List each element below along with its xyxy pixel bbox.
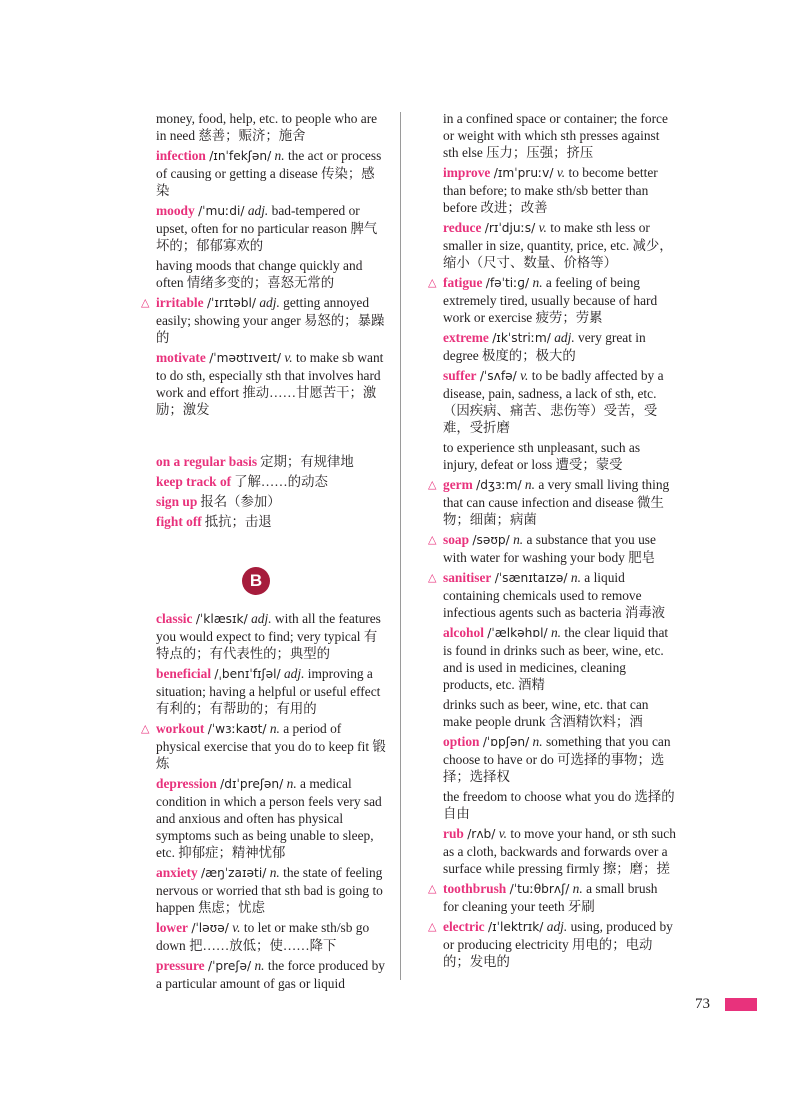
entry-headword: anxiety (156, 865, 198, 880)
entry-sense (443, 531, 676, 566)
entry-definition: a feeling of being extremely tired, usually because of hard work or exercise 疲劳；劳累 (443, 275, 658, 325)
dictionary-entry (156, 919, 388, 954)
entry-sense (156, 294, 388, 346)
dictionary-entry (428, 274, 676, 326)
dictionary-entry (443, 164, 676, 216)
dictionary-entry (156, 665, 388, 717)
phrase-item (156, 513, 388, 530)
dictionary-entry (443, 219, 676, 271)
triangle-marker-icon: △ (428, 571, 437, 584)
entry-phonetic: /ˈklæsɪk/ (195, 612, 248, 626)
entry-part-of-speech: v. (284, 350, 293, 365)
entry-phonetic: /ˈɪrɪtəbl/ (206, 296, 256, 310)
entry-headword: soap (443, 532, 470, 547)
entry-sense (443, 788, 676, 822)
entry-part-of-speech: adj. (546, 919, 568, 934)
right-entries (428, 110, 676, 970)
entry-part-of-speech: n. (286, 776, 297, 791)
entry-part-of-speech: n. (274, 148, 285, 163)
entry-phonetic: /ˈsænɪtaɪzə/ (494, 571, 568, 585)
column-divider (400, 112, 401, 980)
entry-definition: a medical condition in which a person feels very sad and anxious and often has physical symptoms such as being unable to sleep, etc. 抑郁症；精神忧郁 (156, 776, 382, 860)
entry-part-of-speech: v. (232, 920, 241, 935)
entry-part-of-speech: v. (556, 165, 566, 180)
entry-phonetic: /ˈælkəhɒl/ (487, 626, 548, 640)
entry-headword: alcohol (443, 625, 484, 640)
entry-phonetic: /ˈləʊə/ (191, 921, 229, 935)
entry-definition: very great in degree 极度的；极大的 (443, 330, 646, 363)
entry-definition: something that you can choose to have or do 可选择的事物；选择；选择权 (443, 734, 671, 784)
entry-part-of-speech: n. (572, 881, 583, 896)
entry-part-of-speech: v. (498, 826, 508, 841)
entry-phonetic: /rʌb/ (467, 827, 496, 841)
entry-phonetic: /ˈsʌfə/ (479, 369, 517, 383)
entry-headword: option (443, 734, 480, 749)
entry-definition: the act or process of causing or getting a disease 传染；感染 (156, 148, 382, 198)
entry-headword: extreme (443, 330, 489, 345)
entry-sense (443, 367, 676, 436)
page-number-bar (725, 998, 757, 1011)
entry-sense (156, 147, 388, 199)
entry-definition: the freedom to choose what you do 选择的自由 (443, 789, 675, 821)
entry-phonetic: /ɪkˈstriːm/ (492, 331, 551, 345)
entry-headword: germ (443, 477, 473, 492)
entry-phonetic: /ɪmˈpruːv/ (493, 166, 554, 180)
entry-phonetic: /ɪˈlektrɪk/ (487, 920, 544, 934)
entry-headword: workout (156, 721, 205, 736)
phrase-item (156, 493, 388, 510)
entry-definition: using, produced by or producing electricity 用电的；电动的；发电的 (443, 919, 673, 969)
triangle-marker-icon: △ (141, 722, 150, 735)
entry-definition: a period of physical exercise that you do to keep fit 锻炼 (156, 721, 386, 771)
dictionary-entry (156, 610, 388, 662)
entry-definition: to be badly affected by a disease, pain, sadness, a lack of sth, etc.（因疾病、痛苦、悲伤等）受苦，受难，受折磨 (443, 368, 664, 435)
entry-headword: infection (156, 148, 206, 163)
entry-headword: sanitiser (443, 570, 492, 585)
entry-sense (443, 624, 676, 693)
entry-definition: to move your hand, or sth such as a cloth, backwards and forwards over a surface while pressing firmly 擦；磨；搓 (443, 826, 676, 876)
entry-headword: pressure (156, 958, 205, 973)
phrase-headword: fight off (156, 514, 202, 529)
entry-part-of-speech: adj. (251, 611, 272, 626)
triangle-marker-icon: △ (428, 882, 437, 895)
left-column (141, 110, 388, 995)
dictionary-entry (156, 202, 388, 291)
entry-part-of-speech: n. (269, 865, 280, 880)
phrase-headword: keep track of (156, 474, 232, 489)
entry-sense (443, 164, 676, 216)
phrase-headword: sign up (156, 494, 198, 509)
triangle-marker-icon: △ (428, 478, 437, 491)
entry-definition: the state of feeling nervous or worried that sth bad is going to happen 焦虑；忧虑 (156, 865, 383, 915)
dictionary-entry (141, 294, 388, 346)
entry-part-of-speech: n. (550, 625, 562, 640)
entry-phonetic: /ˌbenɪˈfɪʃəl/ (214, 667, 281, 681)
entry-headword: suffer (443, 368, 477, 383)
entry-definition: the clear liquid that is found in drinks such as beer, wine, etc. and is used in medicines, cleaning products, etc. 酒精 (443, 625, 669, 692)
phrase-definition: 了解……的动态 (234, 474, 328, 489)
entry-sense (156, 610, 388, 662)
entry-sense (443, 274, 676, 326)
entry-definition: a liquid containing chemicals used to remove infectious agents such as bacteria 消毒液 (443, 570, 665, 620)
entry-definition: having moods that change quickly and often 情绪多变的；喜怒无常的 (156, 258, 363, 290)
entry-headword: moody (156, 203, 195, 218)
phrase-item (156, 473, 388, 490)
dictionary-entry (443, 367, 676, 473)
section-marker (156, 567, 356, 595)
entry-sense (156, 919, 388, 954)
entry-sense (443, 219, 676, 271)
entry-sense (443, 918, 676, 970)
entry-sense (443, 110, 676, 161)
entry-phonetic: /səʊp/ (472, 533, 510, 547)
entry-phonetic: /ɪnˈfekʃən/ (209, 149, 272, 163)
phrase-headword: on a regular basis (156, 454, 258, 469)
section-letter-badge: B (242, 567, 270, 595)
entry-sense (156, 665, 388, 717)
entry-phonetic: /ˈɒpʃən/ (482, 735, 530, 749)
entry-part-of-speech: v. (520, 368, 529, 383)
entry-definition: a substance that you use with water for washing your body 肥皂 (443, 532, 656, 565)
entry-headword: beneficial (156, 666, 212, 681)
dictionary-entry (428, 569, 676, 621)
entry-phonetic: /dʒɜːm/ (476, 478, 522, 492)
entry-phonetic: /rɪˈdjuːs/ (484, 221, 536, 235)
dictionary-entry (141, 720, 388, 772)
entry-part-of-speech: n. (269, 721, 280, 736)
entry-phonetic: /ˈwɜːkaʊt/ (207, 722, 267, 736)
triangle-marker-icon: △ (428, 533, 437, 546)
dictionary-entry (156, 864, 388, 916)
entry-phonetic: /ˈməʊtɪveɪt/ (209, 351, 281, 365)
entry-definition: drinks such as beer, wine, etc. that can make people drunk 含酒精饮料；酒 (443, 697, 649, 729)
entry-sense (443, 696, 676, 730)
entry-part-of-speech: adj. (247, 203, 269, 218)
triangle-marker-icon: △ (428, 276, 437, 289)
entry-sense (443, 476, 676, 528)
entry-sense (156, 257, 388, 291)
entry-sense (443, 439, 676, 473)
entry-sense (443, 880, 676, 915)
entry-phonetic: /ˈtuːθbrʌʃ/ (509, 882, 570, 896)
entry-sense (443, 569, 676, 621)
entry-headword: reduce (443, 220, 482, 235)
dictionary-entry (156, 775, 388, 861)
entry-definition: a very small living thing that can cause infection and disease 微生物；细菌；病菌 (443, 477, 670, 527)
entry-part-of-speech: n. (513, 532, 524, 547)
entry-sense (443, 825, 676, 877)
dictionary-entry (428, 880, 676, 915)
dictionary-entry (156, 110, 388, 144)
entry-part-of-speech: n. (532, 734, 543, 749)
entry-headword: depression (156, 776, 217, 791)
left-bottom-entries (141, 610, 388, 992)
phrase-definition: 抵抗；击退 (204, 514, 272, 529)
entry-sense (443, 733, 676, 785)
entry-part-of-speech: n. (532, 275, 543, 290)
entry-headword: toothbrush (443, 881, 507, 896)
entry-definition: in a confined space or container; the force or weight with which sth presses against sth else 压力；压强；挤压 (443, 111, 668, 160)
dictionary-entry (428, 531, 676, 566)
dictionary-entry (443, 624, 676, 730)
entry-definition: getting annoyed easily; showing your anger 易怒的；暴躁的 (156, 295, 385, 345)
phrase-item (156, 453, 388, 470)
entry-sense (156, 864, 388, 916)
entry-definition: improving a situation; having a helpful or useful effect 有利的；有帮助的；有用的 (156, 666, 381, 716)
entry-definition: to make sb want to do sth, especially sth that involves hard work and effort 推动……甘愿苦干；激励；激发 (156, 350, 384, 417)
dictionary-entry (443, 733, 676, 822)
entry-phonetic: /ˈpreʃə/ (207, 959, 252, 973)
entry-sense (156, 349, 388, 418)
entry-headword: irritable (156, 295, 204, 310)
entry-part-of-speech: n. (254, 958, 265, 973)
left-top-entries (141, 110, 388, 418)
entry-sense (156, 110, 388, 144)
entry-definition: bad-tempered or upset, often for no particular reason 脾气坏的；郁郁寡欢的 (156, 203, 378, 253)
entry-phonetic: /fəˈtiːɡ/ (485, 276, 530, 290)
dictionary-entry (428, 476, 676, 528)
entry-sense (156, 720, 388, 772)
entry-sense (156, 202, 388, 254)
entry-headword: classic (156, 611, 193, 626)
phrase-list (156, 453, 388, 530)
right-column (428, 110, 676, 973)
page-number: 73 (695, 996, 710, 1012)
entry-headword: improve (443, 165, 491, 180)
dictionary-entry (443, 110, 676, 161)
entry-phonetic: /æŋˈzaɪəti/ (201, 866, 267, 880)
triangle-marker-icon: △ (428, 920, 437, 933)
entry-part-of-speech: adj. (554, 330, 575, 345)
phrase-definition: 定期；有规律地 (260, 454, 354, 469)
entry-definition: money, food, help, etc. to people who are in need 慈善；赈济；施舍 (156, 111, 378, 143)
dictionary-entry (428, 918, 676, 970)
entry-definition: to let or make sth/sb go down 把……放低；使……降下 (156, 920, 370, 953)
dictionary-entry (156, 147, 388, 199)
dictionary-entry (156, 957, 388, 992)
entry-sense (443, 329, 676, 364)
entry-definition: with all the features you would expect to find; very typical 有特点的；有代表性的；典型的 (156, 611, 381, 661)
entry-definition: a small brush for cleaning your teeth 牙刷 (443, 881, 658, 914)
entry-headword: fatigue (443, 275, 483, 290)
entry-part-of-speech: n. (524, 477, 535, 492)
dictionary-entry (443, 825, 676, 877)
entry-headword: electric (443, 919, 485, 934)
entry-sense (156, 957, 388, 992)
dictionary-entry (443, 329, 676, 364)
entry-headword: motivate (156, 350, 206, 365)
entry-headword: lower (156, 920, 188, 935)
entry-sense (156, 775, 388, 861)
entry-headword: rub (443, 826, 464, 841)
entry-definition: to experience sth unpleasant, such as injury, defeat or loss 遭受；蒙受 (443, 440, 641, 472)
entry-definition: to become better than before; to make sth/sb better than before 改进；改善 (443, 165, 658, 215)
entry-part-of-speech: adj. (283, 666, 305, 681)
entry-part-of-speech: v. (538, 220, 547, 235)
entry-definition: the force produced by a particular amount of gas or liquid (156, 958, 385, 991)
entry-part-of-speech: n. (570, 570, 581, 585)
dictionary-entry (156, 349, 388, 418)
phrase-definition: 报名（参加） (200, 494, 281, 509)
entry-definition: to make sth less or smaller in size, quantity, price, etc. 减少，缩小（尺寸、数量、价格等） (443, 220, 673, 270)
entry-part-of-speech: adj. (259, 295, 280, 310)
triangle-marker-icon: △ (141, 296, 150, 309)
entry-phonetic: /ˈmuːdi/ (198, 204, 245, 218)
entry-phonetic: /dɪˈpreʃən/ (220, 777, 284, 791)
